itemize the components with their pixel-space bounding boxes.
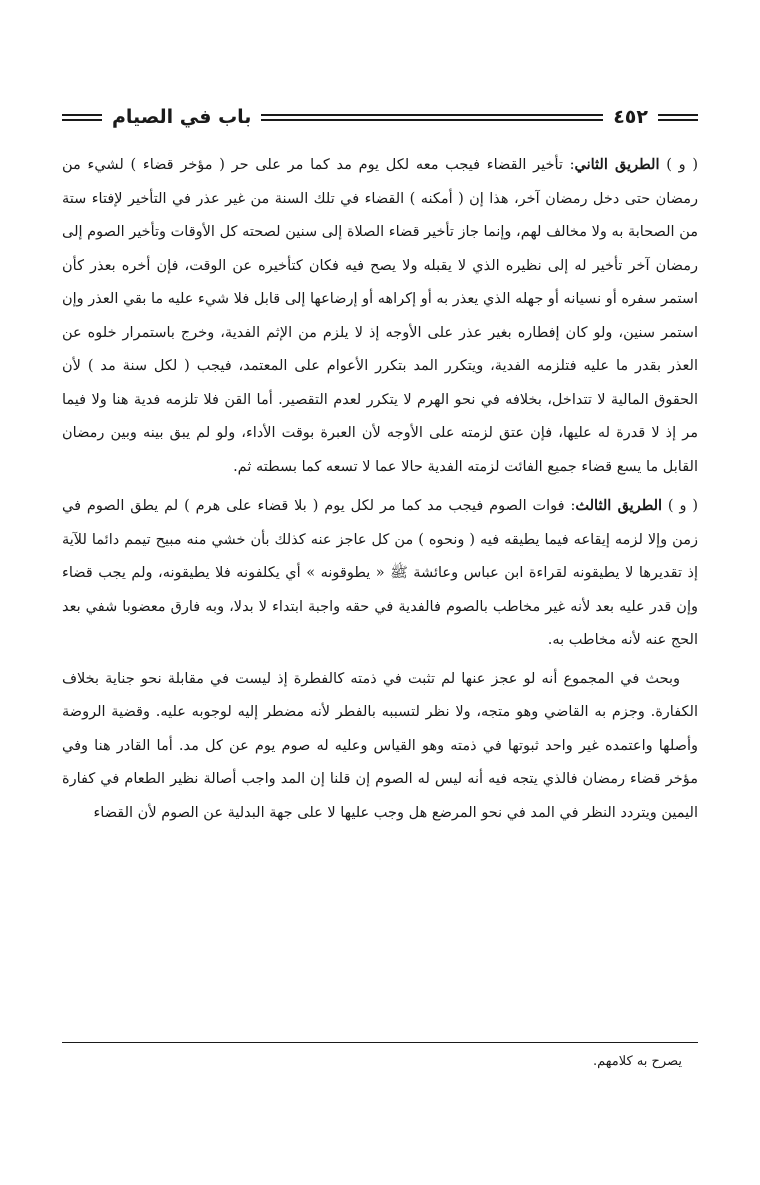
- section-label: الطريق الثاني: [574, 156, 660, 173]
- chapter-title: باب في الصيام: [112, 106, 252, 128]
- paragraph-discussion: [62, 663, 698, 831]
- footnote: يصرح به كلامهم.: [593, 1054, 682, 1069]
- paragraph-text: : تأخير القضاء فيجب معه لكل يوم مد كما مر على حر ( مؤخر قضاء ) لشيء من رمضان حتى دخل رمضان آخر، هذا إن ( أمكنه ) القضاء في تلك السنة من غير عذر في التأخير لإفتاء ستة من الصحابة به ولا مخالف لهم، وإنما جاز تأخير قضاء الصلاة إلى سنين لصحته كل الأوقات وتأخير الصوم إلى رمضان آخر تأخير له إلى نظيره الذي لا يقبله ولا يصح فيه فكان كتأخيره عن الوقت، فإن أخره بعذر كأن استمر سفره أو نسيانه أو جهله الذي يعذر به أو إكراهه أو إرضاعها إلى قابل فلا شيء عليه ما بقي العذر وإن استمر سنين، ولو كان إفطاره بغير عذر على الأوجه إذ لا يلزم من الإثم الفدية، وخرج باستمرار خلوه عن العذر بقدر ما عليه فتلزمه الفدية، ويتكرر المد بتكرر الأعوام على المعتمد، فيجب ( لكل سنة مد ) لأن الحقوق المالية لا تتداخل، بخلافه في نحو الهرم لا يتكرر لعدم التقصير. أما القن فلا تلزمه فدية هنا ولا فيما مر إذ لا قدرة له عليها، فإن عتق لزمته على الأوجه لأن العبرة بوقت الأداء، ولو لم يبق بينه وبين رمضان القابل ما يسع قضاء جميع الفائت لزمته الفدية حالا عما لا تسعه كما بسطته ثم.: [62, 157, 698, 475]
- running-header: [62, 100, 698, 134]
- main-text: [62, 148, 698, 835]
- page-number: ٤٥٢: [613, 106, 648, 128]
- paragraph-text: : فوات الصوم فيجب مد كما مر لكل يوم ( بلا قضاء على هرم ) لم يطق الصوم في زمن وإلا لزمه إيقاعه فيما يطيقه فيه ( ونحوه ) من كل عاجز عنه كذلك بأن خشي منه مبيح تيمم دائما للآية إذ تقديرها لا يطيقونه لقراءة ابن عباس وعائشة ﷺ « يطوقونه » أي يكلفونه فلا يطيقونه، ولم يجب قضاء وإن قدر عليه بعد لأنه غير مخاطب بالصوم فالفدية في حقه واجبة ابتداء لا بدلا، وبه فارق معضوبا شفي بعد الحج عنه لأنه مخاطب به.: [62, 498, 699, 648]
- header-rule-left: [62, 114, 102, 121]
- paragraph-second-method: [62, 148, 698, 484]
- header-rule-middle: [261, 114, 603, 121]
- paragraph-third-method: [62, 489, 698, 658]
- footnote-divider: [62, 1042, 698, 1043]
- header-rule-right: [658, 114, 698, 121]
- section-label: الطريق الثالث: [575, 497, 663, 514]
- paragraph-lead: ( و ): [659, 157, 698, 173]
- paragraph-text: وبحث في المجموع أنه لو عجز عنها لم تثبت في ذمته كالفطرة إذ ليست في مقابلة نحو جناية بخلاف الكفارة. وجزم به القاضي وهو متجه، ولا نظر لتسببه بالفطر لأنه مضطر إليه لوجوبه عليه. وقضية الروضة وأصلها واعتمده غير واحد ثبوتها في ذمته وهو القياس وعليه له صوم يوم عن كل مد. أما القادر هنا وفي مؤخر قضاء رمضان فالذي يتجه فيه أنه ليس له الصوم إن قلنا إن المد واجب أصالة نظير الطعام في كفارة اليمين ويتردد النظر في المد في نحو المرضع هل وجب عليها لا على جهة البدلية عن الصوم لأن القضاء: [62, 670, 698, 821]
- paragraph-lead: ( و ): [662, 498, 698, 514]
